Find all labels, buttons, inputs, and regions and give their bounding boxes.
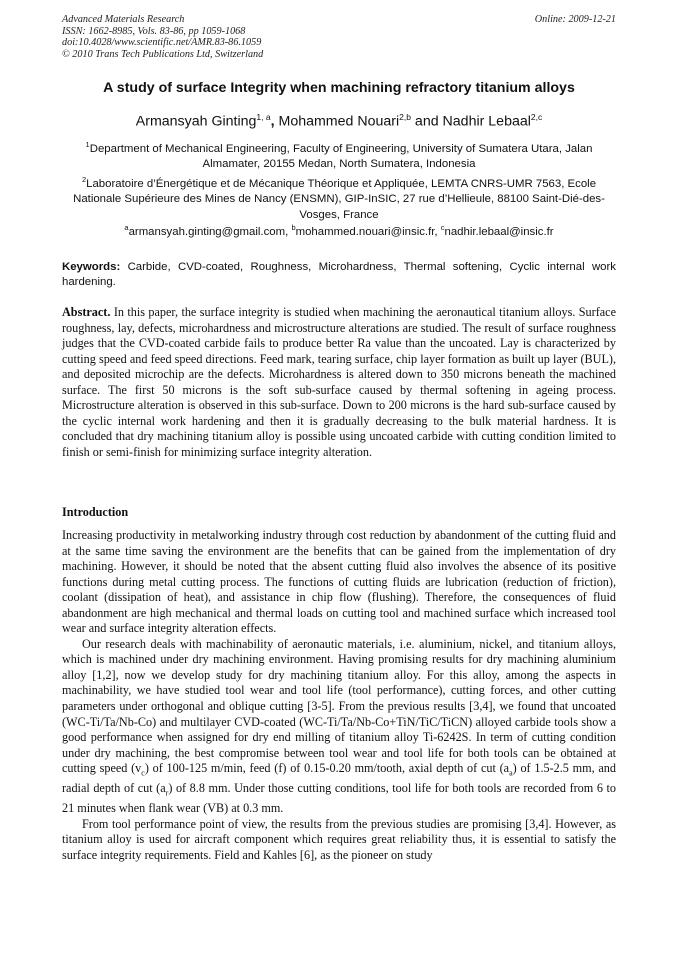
issn-line: ISSN: 1662-8985, Vols. 83-86, pp 1059-1068 [62, 25, 246, 37]
paper-title: A study of surface Integrity when machining refractory titanium alloys [103, 80, 575, 96]
author-superscript: 1, a [256, 112, 271, 122]
author-emails [62, 223, 616, 238]
affiliation-marker: 2 [81, 175, 87, 184]
online-date: Online: 2009-12-21 [534, 14, 616, 25]
author-list [62, 112, 616, 130]
email-address: nadhir.lebaal@insic.fr [444, 225, 554, 238]
doi-line: doi:10.4028/www.scientific.net/AMR.83-86.1059 [62, 37, 262, 49]
email-address: mohammed.nouari@insic.fr, [295, 225, 441, 238]
author-name: Nadhir Lebaal [442, 113, 531, 130]
email-marker: a [124, 223, 129, 232]
section-heading-introduction: Introduction [62, 505, 129, 519]
journal-header [62, 14, 616, 60]
abstract [62, 305, 616, 460]
paragraph: Increasing productivity in metalworking industry through cost reduction by abandonment of the cutting fluid and at the same time saving the environment are the benefits that can be gained from the implementation of dry machining. However, it should be noted that the absent cutting fluid also involves the absence of its positive functions during metal cutting process. The functions of cutting fluids are lubrication (reduction of friction), coolant (dissipation of heat), and assistance in chip flow (flushing). Therefore, the consequences of fluid abandonment are high mechanical and thermal loads on cutting tool and machined surface which increased tool wear and surface integrity alteration effects. [62, 528, 616, 636]
abstract-label: Abstract. [62, 305, 111, 319]
author-name: Armansyah Ginting [135, 113, 257, 130]
affiliation-text: Department of Mechanical Engineering, Faculty of Engineering, University of Sumatera Utara, Jalan Almamater, 20155 Medan, North Sumatera, Indonesia [89, 142, 593, 171]
paragraph-text: ) of 1.5-2.5 mm, and radial depth of cut (a [62, 761, 616, 796]
affiliation-2 [62, 172, 616, 224]
email-marker: c [440, 223, 445, 232]
journal-name: Advanced Materials Research [62, 14, 185, 25]
affiliation-1 [62, 137, 616, 173]
author-name: Mohammed Nouari [278, 113, 400, 130]
paragraph [62, 637, 616, 817]
paragraph-text: Our research deals with machinability of aeronautic materials, i.e. aluminium, nickel, and titanium alloys, which is machined under dry machining environment. Having promising results for dry machining aluminium alloy [1,2], now we develop study for dry machining titanium alloy. For this alloy, among the aspects in machinability, we have studied tool wear and tool life (tool performance), cutting forces, and other cutting parameters under orthogonal and oblique cutting [3-5]. From the previous results [3,4], we found that uncoated (WC-Ti/Ta/Nb-Co) and multilayer CVD-coated (WC-Ti/Ta/Nb-Co+TiN/TiC/TiCN) alloyed carbide tools show a good performance when assigned for dry end milling of titanium alloy Ti-6242S. In term of cutting condition under dry machining, the best compromise between tool wear and tool life for both tools can be obtained at cutting speed (v [62, 636, 616, 776]
subscript: c [141, 768, 145, 778]
subscript: r [165, 788, 169, 798]
keywords [62, 260, 616, 290]
introduction-body [62, 528, 616, 863]
email-address: armansyah.ginting@gmail.com, [128, 225, 292, 238]
affiliation-text: Laboratoire d’Énergétique et de Mécanique Théorique et Appliquée, LEMTA CNRS-UMR 7563, Ecole Nationale Supérieure des Mines de Nancy (ENSMN), GIP-InSIC, 27 rue d’Hellieule, 88100 Saint-Dié-des-Vosges, France [73, 177, 605, 221]
keywords-label: Keywords: [62, 261, 121, 273]
author-superscript: 2,c [530, 112, 543, 122]
author-superscript: 2,b [399, 112, 411, 122]
paragraph: From tool performance point of view, the results from the previous studies are promising [3,4]. However, as titanium alloy is used for aircraft component which requires great reliability thus, it is essential to satisfy the surface integrity requirements. Field and Kahles [6], as the pioneer on study [62, 816, 616, 862]
abstract-text: In this paper, the surface integrity is studied when machining the aeronautical titanium alloys. Surface roughness, lay, defects, microhardness and microstructure alterations are studied. The result of surface roughness judges that the CVD-coated carbide fails to produce better Ra value than the uncoated. Lay is characterized by cutting speed and feed speed directions. Feed mark, tearing surface, chip layer formation as built up layer (BUL), and deposited microchip are the defects. Microhardness is altered down to 350 microns beneath the machined surface. The first 50 microns is the soft sub-surface caused by thermal softening in ageing process. Microstructure alteration is observed in this sub-surface. Down to 200 microns is the hard sub-surface caused by the cyclic internal work hardening and then it is gradually decreasing to the bulk material hardness. It is concluded that dry machining titanium alloy is possible using uncoated carbide with cutting condition limited to finish or semi-finish for minimizing surface integrity alteration. [62, 305, 616, 459]
paragraph-text: ) of 100-125 m/min, feed (f) of 0.15-0.20 mm/tooth, axial depth of cut (a [144, 761, 510, 776]
copyright-line: © 2010 Trans Tech Publications Ltd, Switzerland [62, 48, 264, 60]
author-separator: and [410, 113, 443, 130]
author-separator: , [270, 113, 279, 130]
email-marker: b [291, 223, 296, 232]
paragraph-text: ) of 8.8 mm. Under those cutting conditions, tool life for both tools are recorded from 6 to 21 minutes when flank wear (VB) at 0.3 mm. [62, 781, 616, 816]
keywords-text: Carbide, CVD-coated, Roughness, Microhardness, Thermal softening, Cyclic internal work hardening. [62, 261, 616, 289]
subscript: a [509, 768, 513, 778]
affiliation-marker: 1 [85, 140, 90, 149]
